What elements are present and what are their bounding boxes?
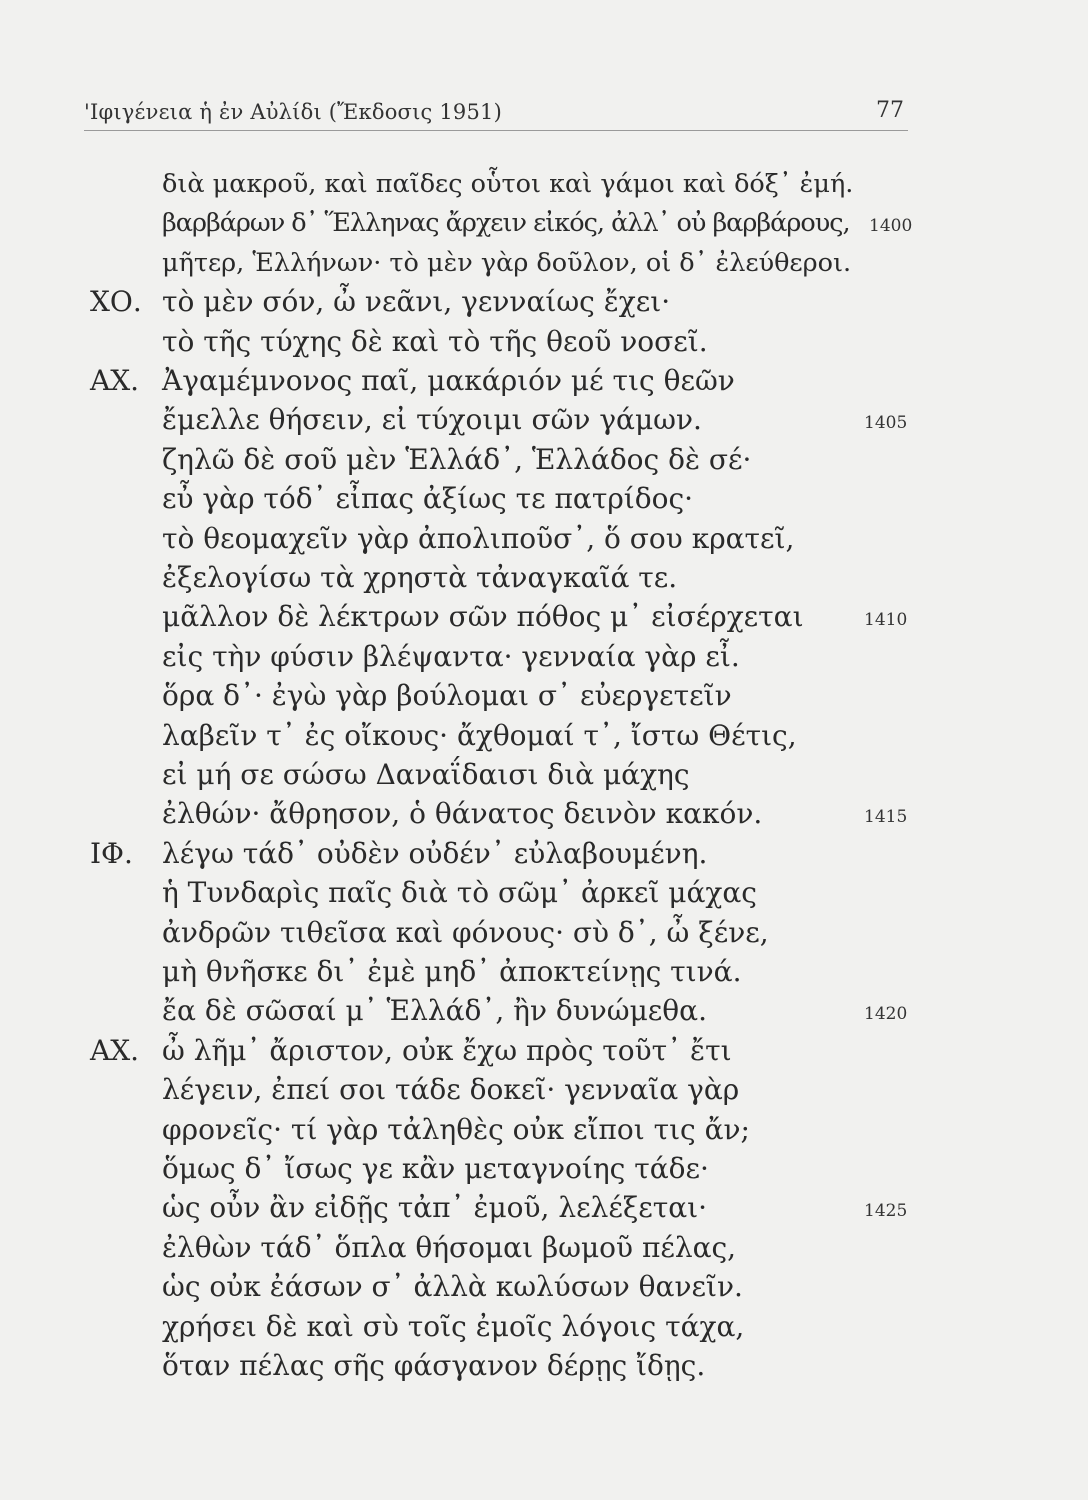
verse-text: εἰ μή σε σώσω Δαναΐδαισι διὰ μάχης: [162, 758, 690, 791]
page-number: 77: [876, 98, 904, 123]
line-number: 1405: [864, 413, 908, 433]
verse-line: [0, 716, 1088, 756]
verse-text: ἐλθών· ἄθρησον, ὁ θάνατος δεινὸν κακόν.: [162, 797, 763, 830]
verse-text: λαβεῖν τ᾽ ἐς οἴκους· ἄχθομαί τ᾽, ἴστω Θέτις,: [162, 719, 797, 752]
verse-text: ὅμως δ᾽ ἴσως γε κἂν μεταγνοίης τάδε·: [162, 1152, 709, 1185]
verse-line: [0, 1346, 1088, 1386]
verse-text: διὰ μακροῦ, καὶ παῖδες οὗτοι καὶ γάμοι καὶ δόξ᾽ ἐμή.: [162, 169, 854, 199]
verse-line: [0, 322, 1088, 362]
verse-line: [0, 597, 1088, 637]
verse-text: φρονεῖς· τί γὰρ τἀληθὲς οὐκ εἴποι τις ἄν;: [162, 1113, 750, 1146]
verse-text: μᾶλλον δὲ λέκτρων σῶν πόθος μ᾽ εἰσέρχεται: [162, 600, 804, 633]
line-number: 1400: [869, 216, 913, 236]
verse-line: [0, 400, 1088, 440]
verse-line: [0, 991, 1088, 1031]
verse-text: χρήσει δὲ καὶ σὺ τοῖς ἐμοῖς λόγοις τάχα,: [162, 1310, 745, 1343]
verse-line: [0, 1228, 1088, 1268]
verse-text: ὅταν πέλας σῆς φάσγανον δέρῃς ἴδῃς.: [162, 1349, 706, 1382]
verse-line: [0, 282, 1088, 322]
verse-text: λέγω τάδ᾽ οὐδὲν οὐδέν᾽ εὐλαβουμένη.: [162, 837, 708, 870]
verse-line: [0, 1307, 1088, 1347]
verse-line: [0, 1149, 1088, 1189]
verse-text: ἀνδρῶν τιθεῖσα καὶ φόνους· σὺ δ᾽, ὦ ξένε,: [162, 916, 769, 949]
verse-text: ἐξελογίσω τὰ χρηστὰ τἀναγκαῖά τε.: [162, 561, 678, 594]
verse-text: ζηλῶ δὲ σοῦ μὲν Ἑλλάδ᾽, Ἑλλάδος δὲ σέ·: [162, 443, 752, 476]
verse-text: τὸ τῆς τύχης δὲ καὶ τὸ τῆς θεοῦ νοσεῖ.: [162, 325, 708, 358]
verse-text: ὡς οὖν ἂν εἰδῇς τἀπ᾽ ἐμοῦ, λελέξεται·: [162, 1191, 708, 1224]
verse-line: [0, 1188, 1088, 1228]
verse-text: μῆτερ, Ἑλλήνων· τὸ μὲν γὰρ δοῦλον, οἱ δ᾽ ἐλεύθεροι.: [162, 248, 852, 278]
verse-text: εἰς τὴν φύσιν βλέψαντα· γενναία γὰρ εἶ.: [162, 640, 740, 673]
verse-line: [0, 1031, 1088, 1071]
verse-text: Ἀγαμέμνονος παῖ, μακάριόν μέ τις θεῶν: [162, 364, 735, 397]
verse-text: ἔα δὲ σῶσαί μ᾽ Ἑλλάδ᾽, ἢν δυνώμεθα.: [162, 994, 707, 1027]
verse-line: [0, 1070, 1088, 1110]
speaker-label: ΑΧ.: [90, 1034, 140, 1067]
verse-line: [0, 1267, 1088, 1307]
verse-line: [0, 1110, 1088, 1150]
speaker-label: ΙΦ.: [90, 837, 133, 870]
verse-text: λέγειν, ἐπεί σοι τάδε δοκεῖ· γενναῖα γὰρ: [162, 1073, 740, 1106]
running-header-title: 'Ιφιγένεια ἡ ἐν Αὐλίδι (Ἔκδοσις 1951): [84, 100, 502, 124]
verse-line: [0, 440, 1088, 480]
verse-text: ἐλθὼν τάδ᾽ ὅπλα θήσομαι βωμοῦ πέλας,: [162, 1231, 737, 1264]
verse-line: [0, 755, 1088, 795]
verse-line: [0, 952, 1088, 992]
speaker-label: ΑΧ.: [90, 364, 140, 397]
verse-line: [0, 637, 1088, 677]
line-number: 1410: [864, 610, 908, 630]
verse-line: [0, 913, 1088, 953]
verse-text: ὡς οὐκ ἐάσων σ᾽ ἀλλὰ κωλύσων θανεῖν.: [162, 1270, 743, 1303]
verse-line: [0, 834, 1088, 874]
line-number: 1415: [864, 807, 908, 827]
header-rule: [84, 130, 908, 131]
verse-line: [0, 519, 1088, 559]
verse-line: [0, 243, 1088, 283]
verse-line: [0, 676, 1088, 716]
verse-line: [0, 203, 1088, 243]
verse-text: ἡ Τυνδαρὶς παῖς διὰ τὸ σῶμ᾽ ἀρκεῖ μάχας: [162, 876, 757, 909]
verse-text: ἔμελλε θήσειν, εἰ τύχοιμι σῶν γάμων.: [162, 403, 702, 436]
verse-text: τὸ μὲν σόν, ὦ νεᾶνι, γενναίως ἔχει·: [162, 285, 671, 318]
verse-line: [0, 479, 1088, 519]
verse-line: [0, 558, 1088, 598]
verse-text: βαρβάρων δ᾽ Ἕλληνας ἄρχειν εἰκός, ἀλλ᾽ οὐ βαρβάρους,: [162, 208, 850, 238]
verse-line: [0, 164, 1088, 204]
verse-text: ὅρα δ᾽· ἐγὼ γὰρ βούλομαι σ᾽ εὐεργετεῖν: [162, 679, 732, 712]
verse-text: ὦ λῆμ᾽ ἄριστον, οὐκ ἔχω πρὸς τοῦτ᾽ ἔτι: [162, 1034, 732, 1067]
verse-line: [0, 794, 1088, 834]
speaker-label: ΧΟ.: [90, 285, 142, 318]
line-number: 1420: [864, 1004, 908, 1024]
verse-text: μὴ θνῆσκε δι᾽ ἐμὲ μηδ᾽ ἀποκτείνῃς τινά.: [162, 955, 742, 988]
verse-text: τὸ θεομαχεῖν γὰρ ἀπολιποῦσ᾽, ὅ σου κρατεῖ,: [162, 522, 795, 555]
verse-line: [0, 361, 1088, 401]
verse-text: εὖ γὰρ τόδ᾽ εἶπας ἀξίως τε πατρίδος·: [162, 482, 694, 515]
line-number: 1425: [864, 1201, 908, 1221]
verse-line: [0, 873, 1088, 913]
